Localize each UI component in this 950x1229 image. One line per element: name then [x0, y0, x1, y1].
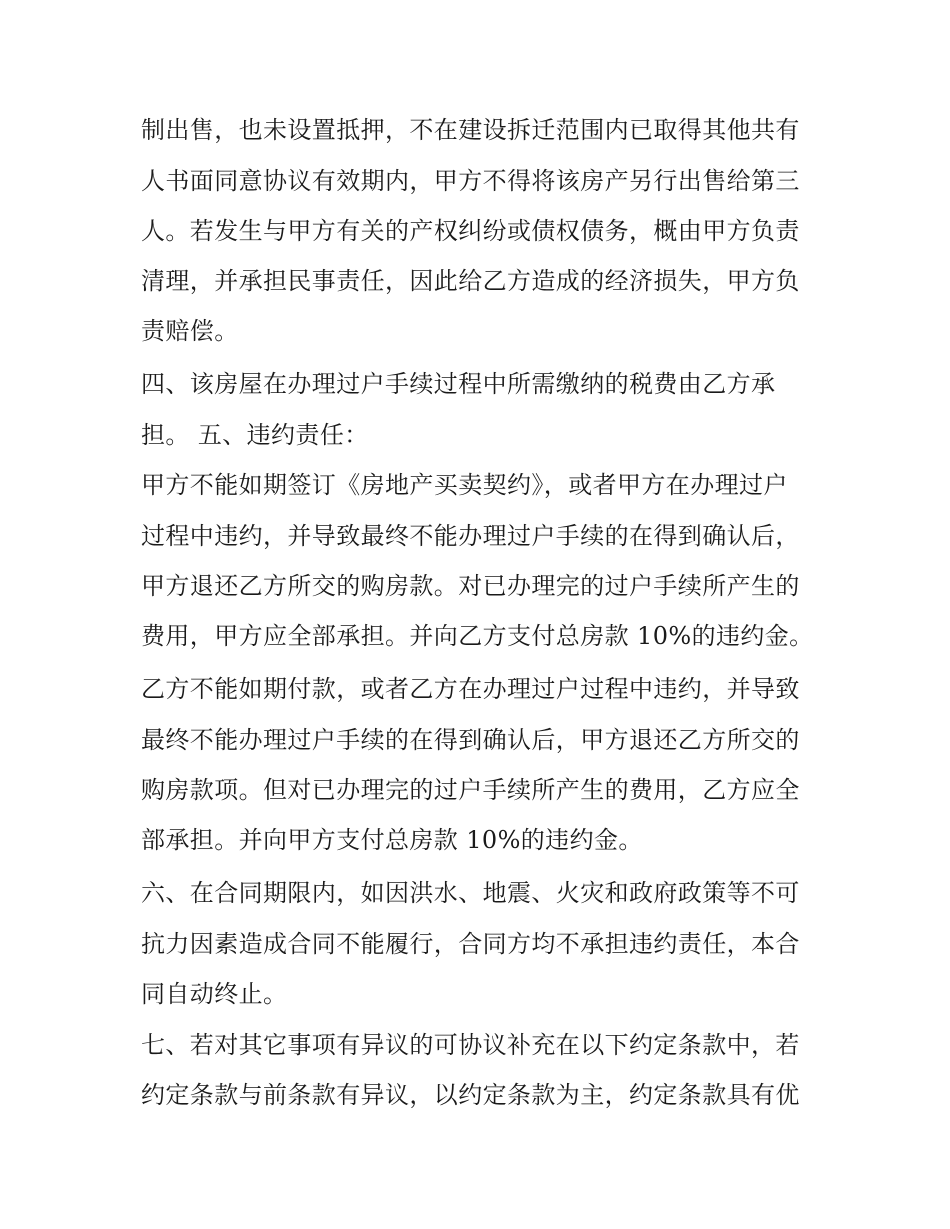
- text-line: 六、在合同期限内，如因洪水、地震、火灾和政府政策等不可: [141, 879, 800, 907]
- text-line: 抗力因素造成合同不能履行，合同方均不承担违约责任，本合: [141, 930, 800, 958]
- text-line: 甲方退还乙方所交的购房款。对已办理完的过户手续所产生的: [141, 572, 800, 600]
- text-line: 过程中违约，并导致最终不能办理过户手续的在得到确认后，: [141, 522, 800, 550]
- text-line: 清理，并承担民事责任，因此给乙方造成的经济损失，甲方负: [141, 267, 800, 295]
- text-line: 同自动终止。: [141, 980, 288, 1008]
- text-line: 人。若发生与甲方有关的产权纠纷或债权债务，概由甲方负责: [141, 217, 800, 245]
- text-line: 人书面同意协议有效期内，甲方不得将该房产另行出售给第三: [141, 167, 800, 195]
- text-line: 部承担。并向甲方支付总房款 10%的违约金。: [141, 826, 643, 854]
- text-line: 担。 五、违约责任：: [141, 421, 369, 449]
- text-line: 最终不能办理过户手续的在得到确认后，甲方退还乙方所交的: [141, 726, 800, 754]
- text-line: 甲方不能如期签订《房地产买卖契约》，或者甲方在办理过户: [141, 471, 788, 499]
- text-line: 购房款项。但对已办理完的过户手续所产生的费用，乙方应全: [141, 776, 800, 804]
- text-line: 乙方不能如期付款，或者乙方在办理过户过程中违约，并导致: [141, 675, 800, 703]
- text-line: 四、该房屋在办理过户手续过程中所需缴纳的税费由乙方承: [141, 370, 776, 398]
- text-line: 制出售，也未设置抵押，不在建设拆迁范围内已取得其他共有: [141, 116, 800, 144]
- text-line: 七、若对其它事项有异议的可协议补充在以下约定条款中，若: [141, 1031, 800, 1059]
- text-line: 约定条款与前条款有异议，以约定条款为主，约定条款具有优: [141, 1081, 800, 1109]
- text-line: 费用，甲方应全部承担。并向乙方支付总房款 10%的违约金。: [141, 622, 814, 650]
- text-line: 责赔偿。: [141, 317, 239, 345]
